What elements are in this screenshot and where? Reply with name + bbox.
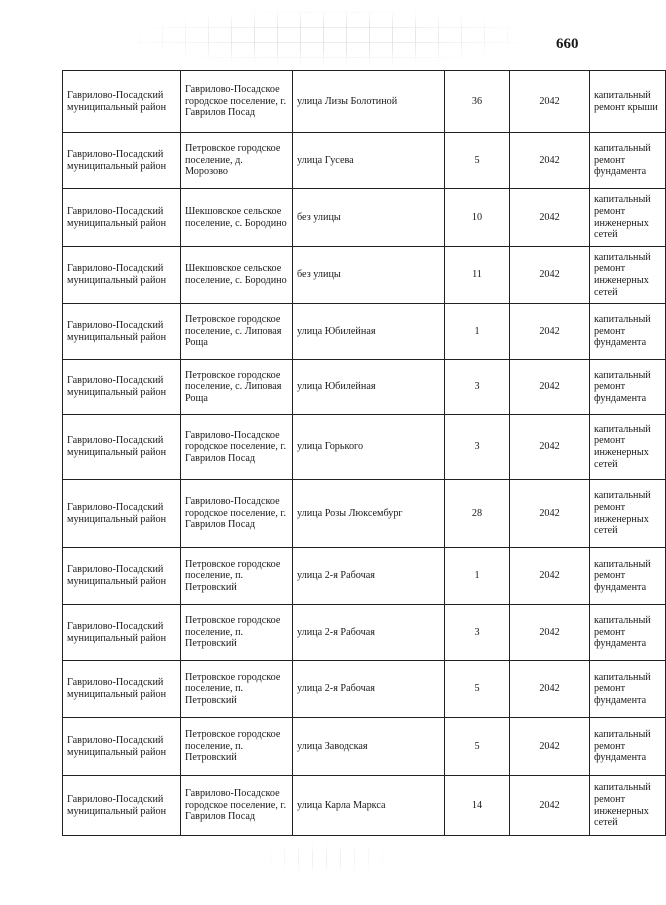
table-row	[63, 661, 666, 718]
cell-street: улица Юбилейная	[293, 360, 445, 415]
cell-work: капитальный ремонт фундамента	[590, 718, 666, 776]
cell-settlement: Гаврилово-Посадское городское поселение, г. Гаврилов Посад	[181, 71, 293, 133]
cell-street: улица 2-я Рабочая	[293, 661, 445, 718]
table-row	[63, 247, 666, 304]
cell-settlement: Петровское городское поселение, с. Липовая Роща	[181, 360, 293, 415]
cell-street: улица Лизы Болотиной	[293, 71, 445, 133]
table-row	[63, 415, 666, 480]
table-row	[63, 71, 666, 133]
cell-settlement: Шекшовское сельское поселение, с. Бородино	[181, 247, 293, 304]
cell-work: капитальный ремонт инженерных сетей	[590, 480, 666, 548]
page-number: 660	[556, 36, 579, 52]
cell-work: капитальный ремонт фундамента	[590, 133, 666, 189]
cell-settlement: Петровское городское поселение, с. Липовая Роща	[181, 304, 293, 360]
cell-work: капитальный ремонт инженерных сетей	[590, 189, 666, 247]
cell-year: 2042	[510, 548, 590, 605]
cell-year: 2042	[510, 776, 590, 836]
table-row	[63, 360, 666, 415]
table-row	[63, 605, 666, 661]
cell-work: капитальный ремонт инженерных сетей	[590, 415, 666, 480]
cell-house: 5	[445, 133, 510, 189]
cell-district: Гаврилово-Посадский муниципальный район	[63, 360, 181, 415]
cell-settlement: Петровское городское поселение, д. Морозово	[181, 133, 293, 189]
cell-district: Гаврилово-Посадский муниципальный район	[63, 548, 181, 605]
cell-year: 2042	[510, 133, 590, 189]
cell-settlement: Петровское городское поселение, п. Петровский	[181, 661, 293, 718]
cell-work: капитальный ремонт фундамента	[590, 360, 666, 415]
cell-street: без улицы	[293, 189, 445, 247]
scan-artifact-top	[130, 10, 530, 65]
cell-house: 3	[445, 415, 510, 480]
cell-street: без улицы	[293, 247, 445, 304]
cell-work: капитальный ремонт инженерных сетей	[590, 776, 666, 836]
cell-district: Гаврилово-Посадский муниципальный район	[63, 304, 181, 360]
table-row	[63, 304, 666, 360]
cell-settlement: Гаврилово-Посадское городское поселение, г. Гаврилов Посад	[181, 480, 293, 548]
cell-street: улица Розы Люксембург	[293, 480, 445, 548]
cell-district: Гаврилово-Посадский муниципальный район	[63, 718, 181, 776]
cell-district: Гаврилово-Посадский муниципальный район	[63, 247, 181, 304]
cell-street: улица 2-я Рабочая	[293, 548, 445, 605]
cell-street: улица Горького	[293, 415, 445, 480]
cell-settlement: Петровское городское поселение, п. Петровский	[181, 718, 293, 776]
cell-house: 5	[445, 661, 510, 718]
cell-house: 1	[445, 548, 510, 605]
scan-artifact-bottom	[250, 843, 400, 873]
cell-year: 2042	[510, 71, 590, 133]
cell-district: Гаврилово-Посадский муниципальный район	[63, 415, 181, 480]
cell-year: 2042	[510, 415, 590, 480]
cell-house: 36	[445, 71, 510, 133]
cell-district: Гаврилово-Посадский муниципальный район	[63, 605, 181, 661]
cell-district: Гаврилово-Посадский муниципальный район	[63, 480, 181, 548]
cell-work: капитальный ремонт крыши	[590, 71, 666, 133]
cell-work: капитальный ремонт фундамента	[590, 605, 666, 661]
cell-year: 2042	[510, 480, 590, 548]
cell-house: 10	[445, 189, 510, 247]
cell-house: 1	[445, 304, 510, 360]
cell-street: улица Заводская	[293, 718, 445, 776]
table-row	[63, 133, 666, 189]
table-row	[63, 776, 666, 836]
cell-settlement: Петровское городское поселение, п. Петровский	[181, 548, 293, 605]
cell-district: Гаврилово-Посадский муниципальный район	[63, 189, 181, 247]
cell-house: 28	[445, 480, 510, 548]
table-row	[63, 718, 666, 776]
cell-house: 5	[445, 718, 510, 776]
table-row	[63, 480, 666, 548]
cell-year: 2042	[510, 189, 590, 247]
cell-street: улица 2-я Рабочая	[293, 605, 445, 661]
capital-repair-table	[62, 70, 666, 836]
table-row	[63, 189, 666, 247]
cell-year: 2042	[510, 304, 590, 360]
cell-year: 2042	[510, 247, 590, 304]
cell-work: капитальный ремонт фундамента	[590, 304, 666, 360]
cell-district: Гаврилово-Посадский муниципальный район	[63, 71, 181, 133]
cell-work: капитальный ремонт фундамента	[590, 548, 666, 605]
cell-house: 3	[445, 605, 510, 661]
cell-year: 2042	[510, 360, 590, 415]
cell-year: 2042	[510, 718, 590, 776]
cell-house: 14	[445, 776, 510, 836]
cell-district: Гаврилово-Посадский муниципальный район	[63, 133, 181, 189]
table-row	[63, 548, 666, 605]
cell-settlement: Шекшовское сельское поселение, с. Бородино	[181, 189, 293, 247]
cell-settlement: Гаврилово-Посадское городское поселение, г. Гаврилов Посад	[181, 415, 293, 480]
cell-district: Гаврилово-Посадский муниципальный район	[63, 661, 181, 718]
cell-house: 3	[445, 360, 510, 415]
cell-street: улица Гусева	[293, 133, 445, 189]
cell-settlement: Петровское городское поселение, п. Петровский	[181, 605, 293, 661]
cell-street: улица Карла Маркса	[293, 776, 445, 836]
cell-street: улица Юбилейная	[293, 304, 445, 360]
cell-year: 2042	[510, 605, 590, 661]
cell-settlement: Гаврилово-Посадское городское поселение, г. Гаврилов Посад	[181, 776, 293, 836]
cell-work: капитальный ремонт инженерных сетей	[590, 247, 666, 304]
cell-district: Гаврилово-Посадский муниципальный район	[63, 776, 181, 836]
cell-house: 11	[445, 247, 510, 304]
cell-year: 2042	[510, 661, 590, 718]
cell-work: капитальный ремонт фундамента	[590, 661, 666, 718]
